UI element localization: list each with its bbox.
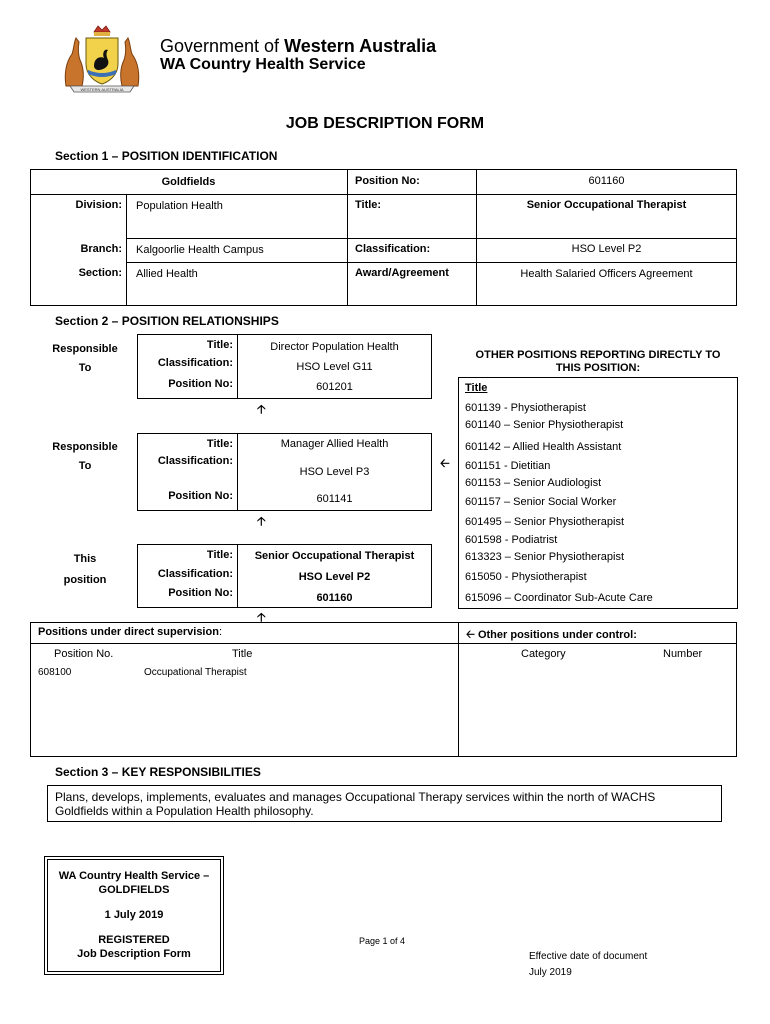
section-value: Allied Health	[136, 268, 198, 280]
header-wa-text: Western Australia	[284, 36, 437, 56]
section1-heading: Section 1 – POSITION IDENTIFICATION	[55, 149, 278, 163]
box1-classification: HSO Level G11	[296, 361, 373, 373]
to-text: To	[78, 460, 92, 472]
list-item: 615096 – Coordinator Sub-Acute Care	[465, 592, 653, 604]
row-position-no: 608100	[38, 667, 72, 678]
header-line-1	[160, 36, 436, 57]
list-item: 601495 – Senior Physiotherapist	[465, 516, 624, 528]
crest-motto: WESTERN AUSTRALIA	[80, 87, 124, 92]
this-text: This	[73, 553, 97, 565]
responsible-to-label-2	[40, 438, 130, 476]
title-label: Title:	[355, 199, 382, 211]
box2-position-no: 601141	[316, 493, 353, 505]
key-responsibilities-line-1: Plans, develops, implements, evaluates and manages Occupational Therapy services within the north of WACHS	[55, 790, 656, 804]
classification-label: Classification:	[355, 243, 431, 255]
stamp-line-3: REGISTERED	[98, 934, 170, 946]
box3-position-no: 601160	[316, 592, 353, 604]
section3-heading: Section 3 – KEY RESPONSIBILITIES	[55, 765, 261, 779]
box1-title: Director Population Health	[270, 341, 399, 353]
col-number: Number	[663, 648, 703, 660]
up-arrow-icon: 🡡	[257, 514, 266, 528]
classification-value: HSO Level P2	[571, 243, 642, 255]
box1-title-label: Title:	[206, 339, 233, 351]
stamp-line-1: WA Country Health Service –	[58, 870, 210, 882]
col-category: Category	[521, 648, 566, 660]
box2-title-label: Title:	[206, 438, 233, 450]
list-item: 601153 – Senior Audiologist	[465, 477, 602, 489]
list-item: 615050 - Physiotherapist	[465, 571, 587, 583]
other-title-label: Title	[465, 382, 488, 394]
wa-crest-logo	[56, 24, 148, 96]
award-label: Award/Agreement	[355, 267, 449, 279]
section-label: Section:	[78, 267, 122, 279]
up-arrow-icon: 🡡	[257, 610, 266, 624]
position-text: position	[63, 574, 107, 586]
division-label: Division:	[75, 199, 122, 211]
supervision-heading	[38, 626, 222, 638]
box1-position-no: 601201	[316, 381, 353, 393]
box3-title-label: Title:	[206, 549, 233, 561]
position-no-value: 601160	[588, 175, 625, 187]
box1-class-label: Classification:	[157, 357, 233, 369]
position-no-label: Position No:	[355, 175, 420, 187]
stamp-line-2: GOLDFIELDS	[98, 884, 170, 896]
box3-class-label: Classification:	[157, 568, 233, 580]
box2-title: Manager Allied Health	[280, 438, 389, 450]
page-number: Page 1 of 4	[359, 936, 406, 946]
row-title: Occupational Therapist	[144, 667, 247, 678]
section2-heading: Section 2 – POSITION RELATIONSHIPS	[55, 314, 279, 328]
responsible-to-label-1	[40, 340, 130, 378]
page-title: JOB DESCRIPTION FORM	[285, 115, 485, 132]
effective-date-label: Effective date of document	[529, 951, 648, 962]
division-value: Population Health	[136, 200, 223, 212]
up-arrow-icon: 🡡	[257, 402, 266, 416]
branch-value: Kalgoorlie Health Campus	[136, 244, 264, 256]
list-item: 601140 – Senior Physiotherapist	[465, 419, 624, 431]
responsible-text: Responsible	[52, 441, 118, 453]
stamp-line-4: Job Description Form	[77, 948, 191, 960]
responsible-text: Responsible	[52, 343, 118, 355]
box3-classification: HSO Level P2	[298, 571, 371, 583]
box2-class-label: Classification:	[157, 455, 233, 467]
list-item: 601598 - Podiatrist	[465, 534, 558, 546]
branch-label: Branch:	[80, 243, 122, 255]
award-value: Health Salaried Officers Agreement	[520, 268, 693, 280]
to-text: To	[78, 362, 92, 374]
header-gov-text: Government of	[160, 36, 285, 56]
list-item: 601142 – Allied Health Assistant	[465, 441, 622, 453]
box2-classification: HSO Level P3	[299, 466, 370, 478]
supervision-label: Positions under direct supervision	[38, 626, 219, 638]
list-item: 601139 - Physiotherapist	[465, 402, 586, 414]
list-item: 613323 – Senior Physiotherapist	[465, 551, 624, 563]
box3-posno-label: Position No:	[168, 587, 233, 599]
supervision-colon: :	[218, 626, 222, 638]
header-line-2: WA Country Health Service	[160, 56, 366, 73]
list-item: 601151 - Dietitian	[465, 460, 551, 472]
other-heading-line-1: OTHER POSITIONS REPORTING DIRECTLY TO	[475, 349, 721, 361]
box1-posno-label: Position No:	[168, 378, 233, 390]
other-positions-heading	[458, 349, 738, 375]
title-value: Senior Occupational Therapist	[526, 199, 687, 211]
list-item: 601157 – Senior Social Worker	[465, 496, 617, 508]
other-heading-line-2: THIS POSITION:	[555, 362, 641, 374]
col-position-no: Position No.	[54, 648, 114, 660]
box3-title: Senior Occupational Therapist	[254, 550, 415, 562]
box2-posno-label: Position No:	[168, 490, 233, 502]
col-title: Title	[232, 648, 253, 660]
key-responsibilities-text	[55, 790, 655, 818]
region-label: Goldfields	[161, 176, 216, 188]
key-responsibilities-line-2: Goldfields within a Population Health philosophy.	[55, 804, 314, 818]
stamp-text	[47, 869, 221, 961]
this-position-label	[40, 549, 130, 591]
effective-date-value: July 2019	[529, 967, 572, 978]
stamp-date: 1 July 2019	[104, 909, 164, 921]
left-arrow-icon: 🡠	[440, 456, 450, 470]
other-control-heading: 🡠 Other positions under control:	[466, 629, 637, 641]
